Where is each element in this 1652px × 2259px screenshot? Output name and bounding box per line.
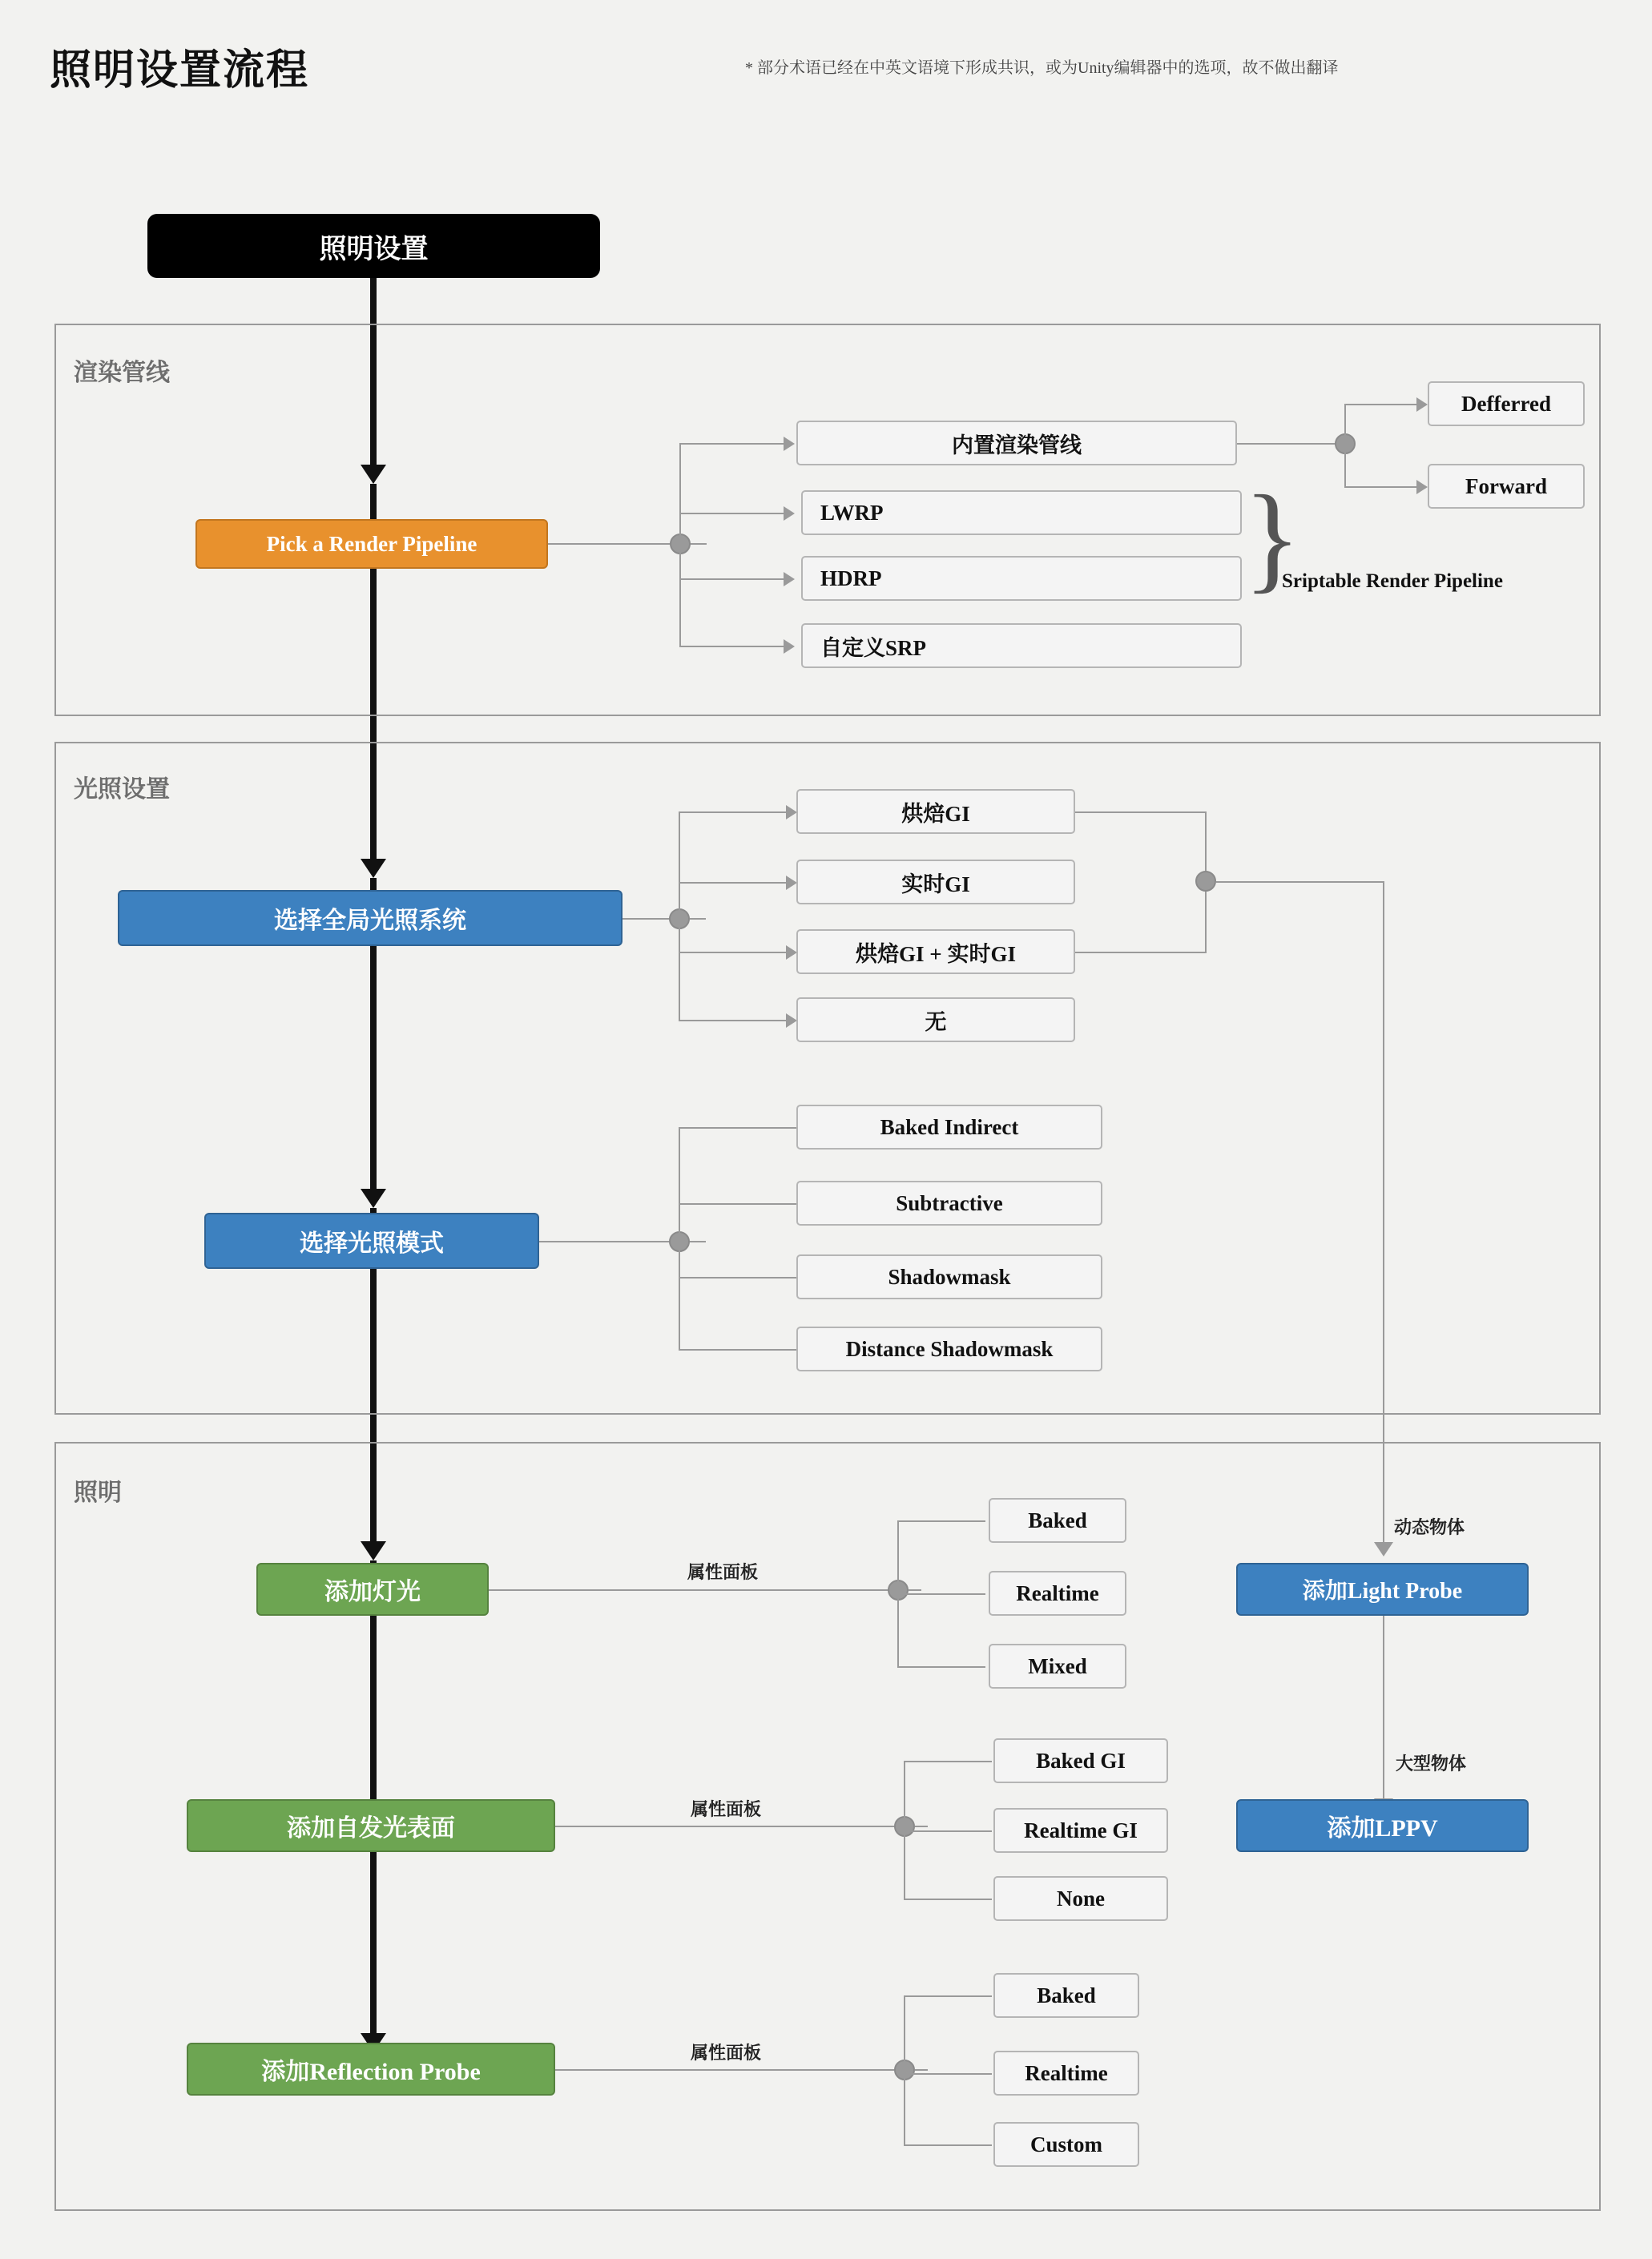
option-shadowmask	[796, 1254, 1102, 1299]
gi-edge-main	[623, 918, 671, 920]
option-gi-none	[796, 997, 1075, 1042]
group-lighting-settings-label: 光照设置	[74, 776, 170, 803]
node-select-lighting-mode	[204, 1213, 539, 1269]
reflection-branch-0	[904, 1995, 992, 1997]
pipeline-branch-3-arrow	[784, 639, 795, 654]
option-reflection-baked-label: Baked	[1037, 1983, 1096, 2007]
gi-merge-dot	[1195, 871, 1216, 892]
gi-branch-1	[679, 882, 794, 884]
option-baked-gi	[796, 789, 1075, 834]
option-baked-plus-realtime-gi-label: 烘焙GI + 实时GI	[856, 941, 1016, 966]
option-forward-label: Forward	[1465, 473, 1547, 498]
emissive-branch-2	[904, 1899, 992, 1900]
node-pick-render-pipeline-label: Pick a Render Pipeline	[266, 531, 477, 556]
pipeline-edge-main	[548, 543, 670, 545]
mode-branch-2	[679, 1277, 799, 1278]
option-hdrp-label: HDRP	[820, 566, 882, 590]
option-realtime-gi	[796, 860, 1075, 904]
option-lwrp-label: LWRP	[820, 500, 884, 525]
pipeline-branch-2	[679, 578, 792, 580]
node-add-reflection-probe	[187, 2043, 555, 2096]
pipeline-spine-stub	[691, 543, 707, 545]
gi-spine	[679, 811, 680, 1020]
pipeline-branch-1	[679, 513, 792, 514]
reflection-edge-main	[555, 2069, 896, 2071]
option-lwrp	[801, 490, 1242, 535]
gi-branch-3-arrow	[786, 1013, 797, 1028]
builtin-branch-0-arrow	[1416, 397, 1428, 412]
gi-merge-bottom	[1075, 952, 1207, 953]
option-custom-srp	[801, 623, 1242, 668]
option-builtin-pipeline-label: 内置渲染管线	[952, 433, 1082, 457]
option-emissive-baked-gi	[993, 1738, 1168, 1783]
gi-branch-3	[679, 1020, 794, 1021]
node-add-emissive-surface	[187, 1799, 555, 1852]
builtin-branch-1	[1344, 486, 1424, 488]
option-light-mixed-label: Mixed	[1028, 1653, 1087, 1678]
pipeline-branch-0-arrow	[784, 437, 795, 451]
option-gi-none-label: 无	[925, 1009, 947, 1034]
light-branch-2	[897, 1666, 985, 1668]
pipeline-branch-0	[679, 443, 792, 445]
mode-edge-main	[539, 1241, 671, 1242]
node-select-gi-system-label: 选择全局光照系统	[274, 908, 466, 934]
option-hdrp	[801, 556, 1242, 601]
node-add-light	[256, 1563, 489, 1616]
option-reflection-realtime	[993, 2051, 1139, 2096]
option-baked-indirect-label: Baked Indirect	[880, 1114, 1019, 1139]
option-distance-shadowmask-label: Distance Shadowmask	[845, 1336, 1054, 1361]
light-branch-0	[897, 1520, 985, 1522]
option-reflection-custom-label: Custom	[1029, 2132, 1102, 2156]
start-node-label: 照明设置	[319, 234, 429, 264]
group-lighting-settings	[54, 742, 1601, 1415]
light-spine-stub	[909, 1589, 921, 1591]
node-add-light-probe-label: 添加Light Probe	[1302, 1579, 1463, 1604]
reflection-branch-1	[904, 2073, 992, 2075]
option-reflection-baked	[993, 1973, 1139, 2018]
option-light-baked-label: Baked	[1028, 1508, 1087, 1532]
group-render-pipeline-label: 渲染管线	[74, 360, 170, 386]
emissive-branch-1	[904, 1830, 992, 1832]
srp-group-label: Sriptable Render Pipeline	[1282, 570, 1503, 592]
gi-branch-2	[679, 952, 794, 953]
lppv-connector	[1383, 1616, 1384, 1806]
option-reflection-custom	[993, 2122, 1139, 2167]
reflection-spine-stub	[915, 2069, 928, 2071]
gi-branch-2-arrow	[786, 945, 797, 960]
builtin-branch-0	[1344, 404, 1424, 405]
option-shadowmask-label: Shadowmask	[888, 1264, 1011, 1289]
option-deferred-label: Defferred	[1461, 391, 1551, 416]
gi-branch-0-arrow	[786, 805, 797, 819]
option-light-realtime-label: Realtime	[1016, 1580, 1099, 1605]
light-branch-1	[897, 1593, 985, 1595]
option-builtin-pipeline	[796, 421, 1237, 465]
mode-spine-stub	[690, 1241, 706, 1242]
option-realtime-gi-label: 实时GI	[901, 872, 970, 896]
srp-brace: }	[1243, 471, 1301, 604]
light-probe-edge-label: 动态物体	[1394, 1517, 1465, 1537]
node-select-lighting-mode-label: 选择光照模式	[300, 1230, 444, 1257]
pipeline-branch-1-arrow	[784, 506, 795, 521]
emissive-edge-main	[555, 1826, 896, 1827]
option-distance-shadowmask	[796, 1327, 1102, 1371]
light-edge-label: 属性面板	[687, 1562, 759, 1582]
reflection-spine	[904, 1995, 905, 2144]
option-light-realtime	[989, 1571, 1126, 1616]
option-baked-indirect	[796, 1105, 1102, 1150]
pipeline-branch-2-arrow	[784, 572, 795, 586]
start-node	[147, 214, 600, 278]
node-add-reflection-probe-label: 添加Reflection Probe	[261, 2059, 481, 2085]
gi-branch-0	[679, 811, 794, 813]
gi-merge-top	[1075, 811, 1207, 813]
reflection-branch-2	[904, 2144, 992, 2146]
light-edge-main	[489, 1589, 889, 1591]
option-light-baked	[989, 1498, 1126, 1543]
builtin-spine	[1344, 404, 1346, 488]
gi-branch-1-arrow	[786, 876, 797, 890]
gi-spine-stub	[690, 918, 706, 920]
node-add-lppv	[1236, 1799, 1529, 1852]
option-emissive-none	[993, 1876, 1168, 1921]
gi-merge-out	[1216, 881, 1384, 883]
emissive-edge-label: 属性面板	[691, 1799, 762, 1819]
node-select-gi-system	[118, 890, 623, 946]
option-forward	[1428, 464, 1585, 509]
pipeline-spine	[679, 443, 681, 646]
option-emissive-baked-gi-label: Baked GI	[1036, 1748, 1126, 1773]
node-pick-render-pipeline	[195, 519, 548, 569]
pipeline-branch-3	[679, 646, 792, 647]
node-add-light-label: 添加灯光	[324, 1579, 421, 1605]
option-light-mixed	[989, 1644, 1126, 1689]
mode-branch-1	[679, 1203, 799, 1205]
option-subtractive	[796, 1181, 1102, 1226]
option-emissive-realtime-gi	[993, 1808, 1168, 1853]
emissive-branch-0	[904, 1761, 992, 1762]
node-add-emissive-surface-label: 添加自发光表面	[287, 1815, 455, 1842]
emissive-spine-stub	[915, 1826, 928, 1827]
mode-branch-0	[679, 1127, 799, 1129]
node-add-lppv-label: 添加LPPV	[1327, 1815, 1438, 1842]
option-reflection-realtime-label: Realtime	[1025, 2060, 1108, 2085]
translation-note: * 部分术语已经在中英文语境下形成共识，或为Unity编辑器中的选项，故不做出翻译	[745, 59, 1339, 77]
option-custom-srp-label: 自定义SRP	[820, 635, 927, 660]
option-emissive-none-label: None	[1057, 1886, 1105, 1911]
option-emissive-realtime-gi-label: Realtime GI	[1024, 1818, 1138, 1842]
node-add-light-probe	[1236, 1563, 1529, 1616]
option-baked-gi-label: 烘焙GI	[901, 801, 970, 826]
reflection-edge-label: 属性面板	[691, 2043, 762, 2063]
group-lighting-label: 照明	[74, 1480, 122, 1506]
emissive-spine	[904, 1761, 905, 1899]
option-deferred	[1428, 381, 1585, 426]
lppv-edge-label: 大型物体	[1396, 1754, 1467, 1774]
mode-spine	[679, 1127, 680, 1349]
option-baked-plus-realtime-gi	[796, 929, 1075, 974]
builtin-edge	[1237, 443, 1340, 445]
mode-branch-3	[679, 1349, 799, 1351]
option-subtractive-label: Subtractive	[896, 1190, 1003, 1215]
builtin-branch-1-arrow	[1416, 480, 1428, 494]
page-title: 照明设置流程	[50, 48, 310, 94]
